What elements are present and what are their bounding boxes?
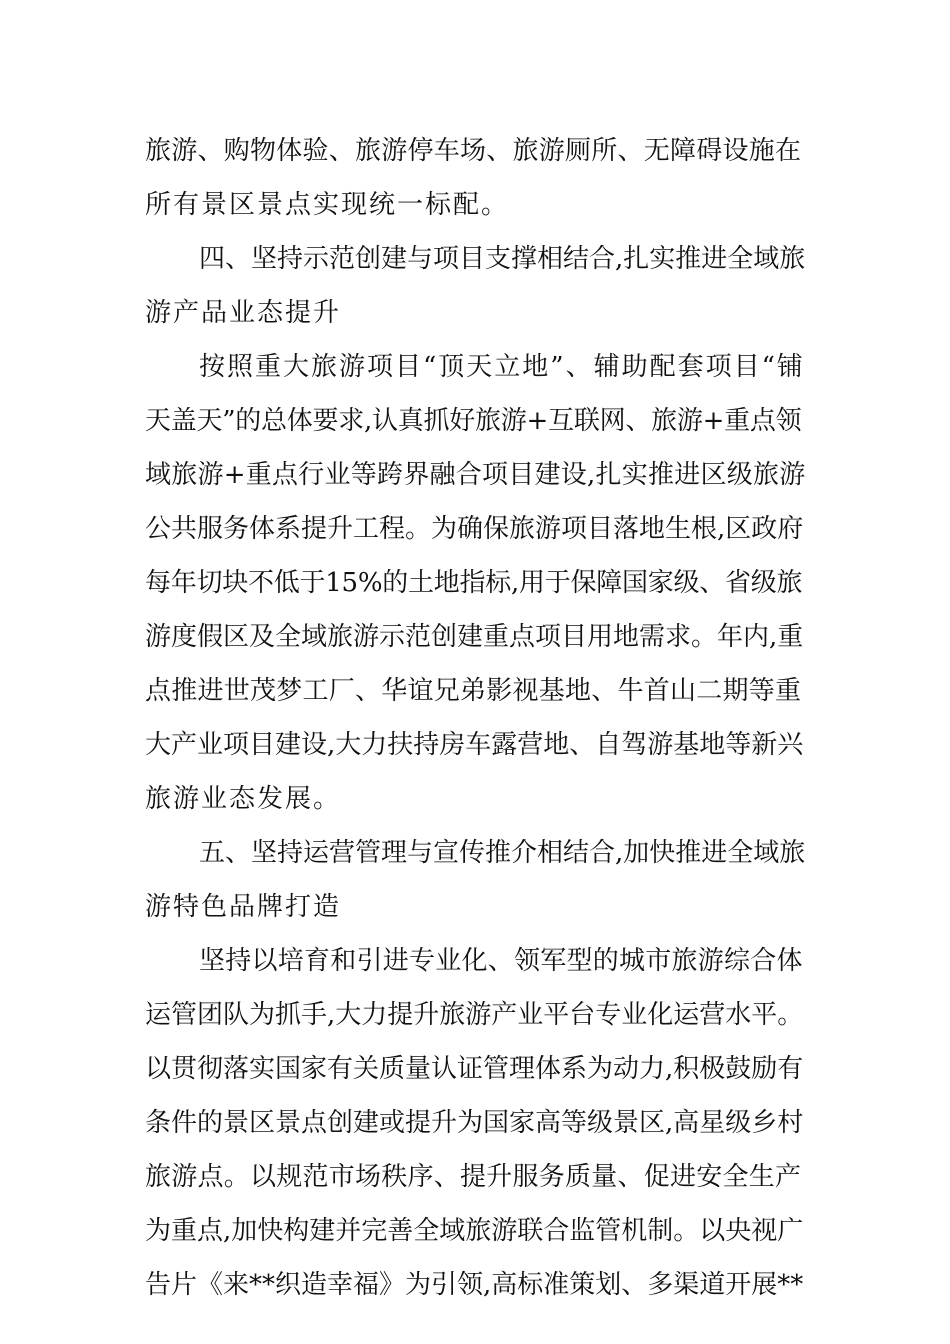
text-line: 点推进世茂梦工厂、华谊兄弟影视基地、牛首山二期等重 (145, 676, 802, 706)
section-heading-cont: 游产品业态提升 (145, 298, 342, 328)
text-line: 以贯彻落实国家有关质量认证管理体系为动力,积极鼓励有 (145, 1054, 804, 1084)
body-text (145, 124, 807, 1312)
text-line: 大产业项目建设,大力扶持房车露营地、自驾游基地等新兴 (145, 730, 804, 760)
text-line: 告片《来**织造幸福》为引领,高标准策划、多渠道开展** (145, 1270, 804, 1300)
text-line: 运管团队为抓手,大力提升旅游产业平台专业化运营水平。 (145, 1000, 804, 1030)
text-line: 旅游、购物体验、旅游停车场、旅游厕所、无障碍设施在 (145, 136, 802, 166)
text-line: 天盖天”的总体要求,认真抓好旅游+互联网、旅游+重点领 (145, 406, 802, 436)
text-line: 旅游业态发展。 (145, 784, 342, 814)
text-line: 为重点,加快构建并完善全域旅游联合监管机制。以央视广 (145, 1216, 804, 1246)
section-heading: 四、坚持示范创建与项目支撑相结合,扎实推进全域旅 (199, 244, 806, 274)
text-line: 每年切块不低于15%的土地指标,用于保障国家级、省级旅 (145, 568, 803, 598)
text-line: 旅游点。以规范市场秩序、提升服务质量、促进安全生产 (145, 1162, 802, 1192)
text-line: 域旅游+重点行业等跨界融合项目建设,扎实推进区级旅游 (145, 460, 806, 490)
section-heading: 五、坚持运营管理与宣传推介相结合,加快推进全域旅 (199, 838, 806, 868)
text-line: 游度假区及全域旅游示范创建重点项目用地需求。年内,重 (145, 622, 804, 652)
section-heading-cont: 游特色品牌打造 (145, 892, 342, 922)
paragraph-start: 坚持以培育和引进专业化、领军型的城市旅游综合体 (199, 946, 803, 976)
text-line: 所有景区景点实现统一标配。 (145, 190, 510, 220)
text-line: 公共服务体系提升工程。为确保旅游项目落地生根,区政府 (145, 514, 804, 544)
paragraph-start: 按照重大旅游项目“顶天立地”、辅助配套项目“铺 (199, 352, 805, 382)
text-line: 条件的景区景点创建或提升为国家高等级景区,高星级乡村 (145, 1108, 804, 1138)
